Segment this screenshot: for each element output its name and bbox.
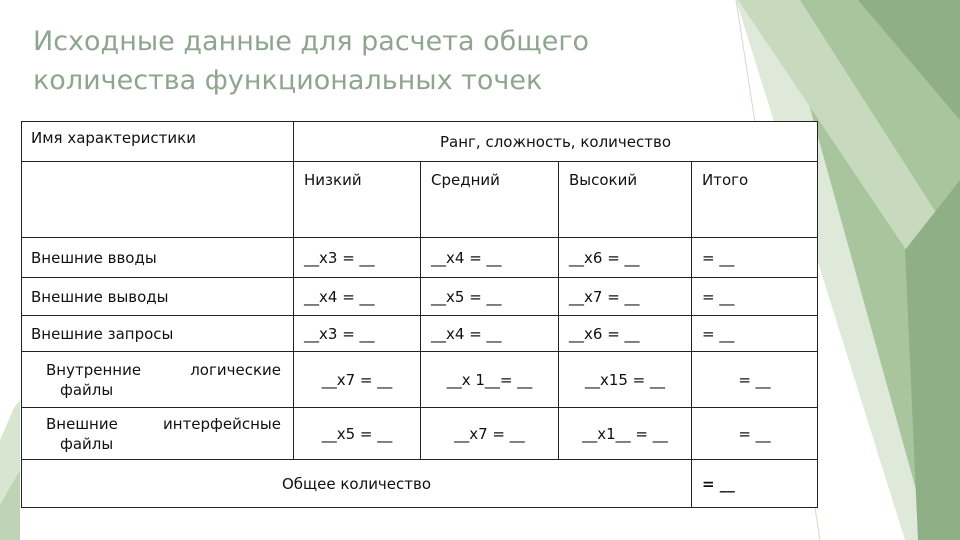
row-name-part1: Внутренние <box>46 360 142 379</box>
table-row <box>22 316 818 352</box>
header-empty-cell <box>22 162 294 238</box>
table-row <box>22 278 818 316</box>
page-title-line2: количества функциональных точек <box>33 65 543 96</box>
cell-medium: __x7 = __ <box>421 408 559 460</box>
row-name-part1: Внешние <box>46 414 118 433</box>
row-name: Внешние выводы <box>22 278 294 316</box>
cell-high: __x6 = __ <box>559 238 692 278</box>
cell-high: __x7 = __ <box>559 278 692 316</box>
header-rank-complexity-count: Ранг, сложность, количество <box>294 122 818 162</box>
total-value-text: = __ <box>702 474 735 493</box>
cell-total: = __ <box>692 408 818 460</box>
row-name-part2: логические <box>190 360 281 379</box>
page-title-line1: Исходные данные для расчета общего <box>33 26 590 57</box>
row-name: Внешние вводы <box>22 238 294 278</box>
row-name <box>22 408 294 460</box>
cell-low: __x4 = __ <box>294 278 421 316</box>
function-points-table <box>21 121 818 508</box>
cell-high: __x1__ = __ <box>559 408 692 460</box>
row-name-part3: файлы <box>60 380 114 399</box>
cell-low: __x7 = __ <box>294 352 421 408</box>
cell-low: __x3 = __ <box>294 316 421 352</box>
column-medium: Средний <box>421 162 559 238</box>
cell-medium: __x 1__= __ <box>421 352 559 408</box>
header-characteristic-name: Имя характеристики <box>22 122 294 162</box>
total-label: Общее количество <box>22 460 692 508</box>
table-row <box>22 408 818 460</box>
column-high: Высокий <box>559 162 692 238</box>
cell-low: __x3 = __ <box>294 238 421 278</box>
row-name-part3: файлы <box>60 434 114 453</box>
column-total: Итого <box>692 162 818 238</box>
table-row <box>22 352 818 408</box>
cell-high: __x15 = __ <box>559 352 692 408</box>
cell-high: __x6 = __ <box>559 316 692 352</box>
cell-medium: __x4 = __ <box>421 316 559 352</box>
cell-medium: __x5 = __ <box>421 278 559 316</box>
page-title <box>33 22 693 100</box>
table-row-total <box>22 460 818 508</box>
row-name-part2: интерфейсные <box>163 414 281 433</box>
table-row <box>22 238 818 278</box>
cell-total: = __ <box>692 352 818 408</box>
column-low: Низкий <box>294 162 421 238</box>
cell-total: = __ <box>692 238 818 278</box>
cell-total: = __ <box>692 316 818 352</box>
row-name <box>22 352 294 408</box>
total-value <box>692 460 818 508</box>
cell-low: __x5 = __ <box>294 408 421 460</box>
cell-medium: __x4 = __ <box>421 238 559 278</box>
row-name: Внешние запросы <box>22 316 294 352</box>
cell-total: = __ <box>692 278 818 316</box>
